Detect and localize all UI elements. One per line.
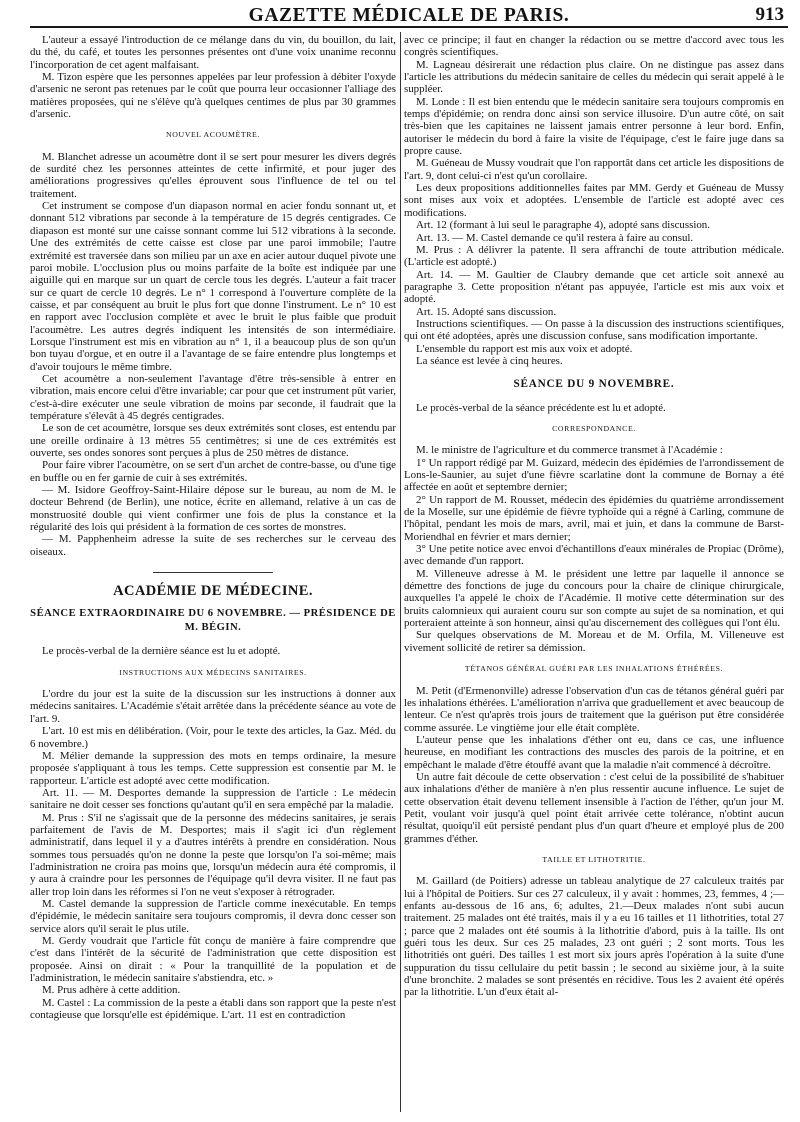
paragraph: Le procès-verbal de la séance précédente est lu et adopté. [416,401,666,414]
paragraph: Cet instrument se compose d'un diapason normal en acier fondu sonnant ut, et donnant 512 vibrations par seconde à la température de 15 degrés centigrades. Ce diapason est monté sur une caisse sonnant comme lui 512 vibrations à la seconde. Une des extrémités de cette caisse est close par une paroi immobile; l'autre extrémité est traversée dans son milieu par un axe en acier autour duquel pivote une paroi mobile. L'occlusion plus ou moins parfaite de la boîte est indiquée par une aiguille qui en marque sur un quart de cercle tous les degrés. L'auteur a fait tracer sur ce quart de cercle 10 degrés. Le n° 1 correspond à l'ouverture complète de la caisse, et par conséquent au bruit le plus fort que donne l'instrument. Le n° 10 est en rapport avec l'occlusion complète et avec le bruit le plus faible que produit l'acoumètre. Les autres degrés indiquent les intensités de son intermédiaire. Lorsque l'instrument est mis en vibration au n° 1, il a beaucoup plus de son qu'un bon tuyau d'orgue, et en outre il a l'avantage de se faire entendre plus longtemps et d'avoir toujours le même timbre. [30,200,396,373]
paragraph: M. Prus : A délivrer la patente. Il sera affranchi de toute attribution médicale. (L'article est adopté.) [404,243,784,269]
page-number: 913 [755,4,784,25]
seance-heading: SÉANCE EXTRAORDINAIRE DU 6 NOVEMBRE. — PRÉSIDENCE DE M. BÉGIN. [30,608,396,634]
paragraph: M. Villeneuve adresse à M. le président une lettre par laquelle il annonce se démettre des fonctions de juge du concours pour la chaire de clinique chirurgicale, auxquelles l'a appelé le choix de l'Académie. Il motive cette détermination sur des bruits calomnieux qui auraient couru sur son compte au sujet de sa nomination, et qui porteraient atteinte à son honneur, ainsi qu'au discernement des collègues qui l'ont élu. [404,567,784,630]
paragraph: 2° Un rapport de M. Rousset, médecin des épidémies du quatrième arrondissement de la Moselle, sur une épidémie de fièvre typhoïde qui a régné à Carling, commune de l'hôpital, pendant les mois de mars, avril, mai et juin, et dans la commune de Barst-Moriendhal en février et mars dernier; [404,493,784,543]
section-heading: NOUVEL ACOUMÈTRE. [166,130,260,140]
paragraph: 3° Une petite notice avec envoi d'échantillons d'eaux minérales de Propiac (Drôme), avec demande d'un rapport. [404,543,784,568]
paragraph: M. Castel demande la suppression de l'article comme inexécutable. En temps d'épidémie, le médecin sanitaire sera toujours compromis, il devra donc cesser son service alors qu'il serait le plus utile. [30,897,396,935]
paragraph: M. Gaillard (de Poitiers) adresse un tableau analytique de 27 calculeux traités par lui à l'hôpital de Poitiers. Sur ces 27 calculeux, il y avait : hommes, 23, femmes, 4 ;—enfants au-dessous de 16 ans, 6; adultes, 21.—Deux malades n'ont subi aucun traitement. 25 malades ont été traités, mais il y a eu 16 tailles et 11 lithotrities, total 27 ; parce que 2 malades ont été soumis à la lithotritie d'abord, puis à la taille. Ils ont guéri tous les deux. Sur ces 25 malades, 23 ont guéri ; 2 sont morts. Tous les lithotritiés ont guéri. Des tailles 1 est mort six jours après l'opération à la suite d'une suppuration du tissu cellulaire du petit bassin ; le second au sixième jour, à la suite d'une bronchite. 2 malades se sont présentés en récidive. Tous les 2 avaient été opérés par la lithotritie. L'un d'eux était al- [404,875,784,999]
paragraph: Art. 11. — M. Desportes demande la suppression de l'article : Le médecin sanitaire ne doit cesser ses fonctions qu'autant qu'il en sera empêché par la maladie. [30,786,396,812]
paragraph: M. Prus : S'il ne s'agissait que de la personne des médecins sanitaires, je serais parfaitement de l'avis de M. Desportes; mais il s'agit ici d'un règlement administratif, dans lequel il y a d'autres intérêts à prendre en considération. Nous sommes tous persuadés qu'on ne donne la peste que lorsqu'on l'a soi-même; mais l'administration ne croira pas moins que, lorsqu'un médecin aura été compromis, il y aura à craindre pour les personnes de l'équipage qu'il devra visiter. Il ne faut pas aller trop loin dans les réformes si l'on ne veut s'exposer à rétrograder. [30,811,396,898]
paragraph: La séance est levée à cinq heures. [416,354,563,367]
section-heading: TÉTANOS GÉNÉRAL GUÉRI PAR LES INHALATIONS ÉTHÉRÉES. [464,664,724,674]
paragraph: M. Blanchet adresse un acoumètre dont il se sert pour mesurer les divers degrés de surdité chez les personnes atteintes de cette infirmité, et pour juger des améliorations progressives qu'elles éprouvent sous l'influence de tel ou tel traitement. [30,150,396,200]
page-header [30,2,788,28]
paragraph: Un autre fait découle de cette observation : c'est celui de la possibilité de s'habituer aux inhalations d'éther de manière à n'en plus ressentir aucune influence. Le sujet de cette observation était devenu tellement insensible à l'action de l'éther, qu'un jour M. Petit, voulant voir jusqu'à quel point était arrivée cette tolérance, n'obtint aucun résultat, quoiqu'il eût persisté pendant plus d'un quart d'heure et employé plus de 200 grammes d'éther. [404,770,784,845]
paragraph: Instructions scientifiques. — On passe à la discussion des instructions scientifiques, qui ont été adoptées, après une discussion confuse, sans modification importante. [404,317,784,343]
paragraph: L'auteur a essayé l'introduction de ce mélange dans du vin, du bouillon, du lait, du thé, du café, et toutes les personnes présentes ont d'une voix unanime reconnu l'incorporation de cet agent malfaisant. [30,34,396,71]
paragraph: Les deux propositions additionnelles faites par MM. Gerdy et Guéneau de Mussy sont mises aux voix et adoptées. L'ensemble de l'article est adopté avec ces modifications. [404,182,784,219]
paragraph: Art. 15. Adopté sans discussion. [416,305,557,318]
paragraph: Sur quelques observations de M. Moreau et de M. Orfila, M. Villeneuve est vivement sollicité de retirer sa démission. [404,629,784,654]
paragraph: Art. 12 (formant à lui seul le paragraphe 4), adopté sans discussion. [416,219,710,232]
paragraph: M. Castel : La commission de la peste a établi dans son rapport que la peste n'est contagieuse que lorsqu'elle est épidémique. L'art. 11 est en contradiction [30,996,396,1022]
paragraph: Cet acoumètre a non-seulement l'avantage d'être très-sensible à entrer en vibration, mais encore celui d'être invariable; car pour que cet instrument pût varier, c'est-à-dire exécuter une seule vibration de moins par seconde, il faudrait que la température s'élevât à 45 degrés centigrades. [30,372,396,422]
paragraph: M. le ministre de l'agriculture et du commerce transmet à l'Académie : [416,444,723,457]
paragraph: L'auteur pense que les inhalations d'éther ont eu, dans ce cas, une influence heureuse, en modifiant les contractions des muscles des parois de la poitrine, et en empêchant le malade d'être étouffé avant que la maladie n'ait commencé à décroître. [404,733,784,771]
seance-heading: SÉANCE DU 9 NOVEMBRE. [513,378,675,391]
right-column [404,34,784,999]
paragraph: M. Lagneau désirerait une rédaction plus claire. On ne distingue pas assez dans l'article les attributions du médecin sanitaire de celles du médecin qui serait appelé à le suppléer. [404,58,784,96]
paragraph: M. Petit (d'Ermenonville) adresse l'observation d'un cas de tétanos général guéri par les inhalations éthérées. L'amélioration n'arriva que graduellement et avec beaucoup de lenteur. Ce n'est qu'après trois jours de traitement que la guérison put être considérée comme assurée. Le vingtième jour elle était complète. [404,684,784,734]
paragraph: L'art. 10 est mis en délibération. (Voir, pour le texte des articles, la Gaz. Méd. du 6 novembre.) [30,725,396,750]
section-heading: CORRESPONDANCE. [552,423,636,433]
paragraph: — M. Isidore Geoffroy-Saint-Hilaire dépose sur le bureau, au nom de M. le docteur Behrend (de Berlin), une notice, écrite en allemand, relative à un cas de monstruosité double qui vient confirmer une fois de plus la constance et la régularité des lois qui président à la formation de ces sortes de monstres. [30,484,396,534]
section-heading: INSTRUCTIONS AUX MÉDECINS SANITAIRES. [119,667,307,677]
paragraph: M. Prus adhère à cette addition. [42,984,181,997]
paragraph: avec ce principe; il faut en changer la rédaction ou se mettre d'accord avec tous les congrès scientifiques. [404,34,784,59]
academie-heading: ACADÉMIE DE MÉDECINE. [113,583,313,600]
paragraph: M. Tizon espère que les personnes appelées par leur profession à débiter l'oxyde d'arsenic ne seront pas retenues par le coût que pourra leur occasionner l'alliage des matières proposées, qui ne s'élève qu'à quelques centimes de plus par 30 grammes d'arsenic. [30,71,396,121]
paragraph: — M. Papphenheim adresse la suite de ses recherches sur le cerveau des oiseaux. [30,533,396,558]
paragraph: 1° Un rapport rédigé par M. Guizard, médecin des épidémies de l'arrondissement de Lons-le-Saunier, au sujet d'une fièvre scarlatine dont la commune de Bornay a été affectée en août et septembre dernier; [404,456,784,494]
paragraph: Le procès-verbal de la dernière séance est lu et adopté. [42,645,281,658]
paragraph: M. Londe : Il est bien entendu que le médecin sanitaire sera toujours compromis en temps d'épidémie; on rendra donc ainsi son service illusoire. D'un autre côté, on sait très-bien que les capitaines ne laissent jamais entrer personne à leur bord. Enfin, autoriser le médecin du bord à faire la visite de l'équipage, c'est le faire juge dans sa propre cause. [404,95,784,158]
paragraph: Pour faire vibrer l'acoumètre, on se sert d'un archet de contre-basse, ou d'une tige en buffle ou en fer garnie de cuir à ses extrémités. [30,459,396,484]
paragraph: M. Guéneau de Mussy voudrait que l'on rapportât dans cet article les dispositions de l'art. 9, dont celui-ci n'est qu'un corollaire. [404,157,784,182]
section-heading: TAILLE ET LITHOTRITIE. [542,854,646,864]
paragraph: M. Mélier demande la suppression des mots en temps ordinaire, la mesure proposée s'appliquant à tous les temps. Cette suppression est consentie par M. le rapporteur. L'article est adopté avec cette modification. [30,749,396,787]
paragraph: M. Gerdy voudrait que l'article fût conçu de manière à faire comprendre que c'est dans l'intérêt de la sécurité de l'administration que cette disposition est proposée. Ainsi on dirait : « Pour la tranquillité de la population et de l'administration, le médecin sanitaire s'abstiendra, etc. » [30,935,396,985]
paragraph: Le son de cet acoumètre, lorsque ses deux extrémités sont closes, est entendu par une oreille ordinaire à 13 mètres 55 centimètres; si une de ces extrémités est ouverte, ses ondes sonores sont perçues à plus de 250 mètres de distance. [30,422,396,459]
paragraph: Art. 13. — M. Castel demande ce qu'il restera à faire au consul. [416,231,694,244]
left-column [30,34,396,1021]
paragraph: Art. 14. — M. Gaultier de Claubry demande que cet article soit annexé au paragraphe 3. Cette proposition n'étant pas appuyée, l'article est mis aux voix et adopté. [404,268,784,306]
paragraph: L'ensemble du rapport est mis aux voix et adopté. [416,342,633,355]
section-separator [153,572,273,573]
paragraph: L'ordre du jour est la suite de la discussion sur les instructions à donner aux médecins sanitaires. L'Académie s'était arrêtée dans la précédente séance au vote de l'art. 9. [30,688,396,725]
column-divider [400,32,401,1112]
journal-title: GAZETTE MÉDICALE DE PARIS. [248,5,570,26]
